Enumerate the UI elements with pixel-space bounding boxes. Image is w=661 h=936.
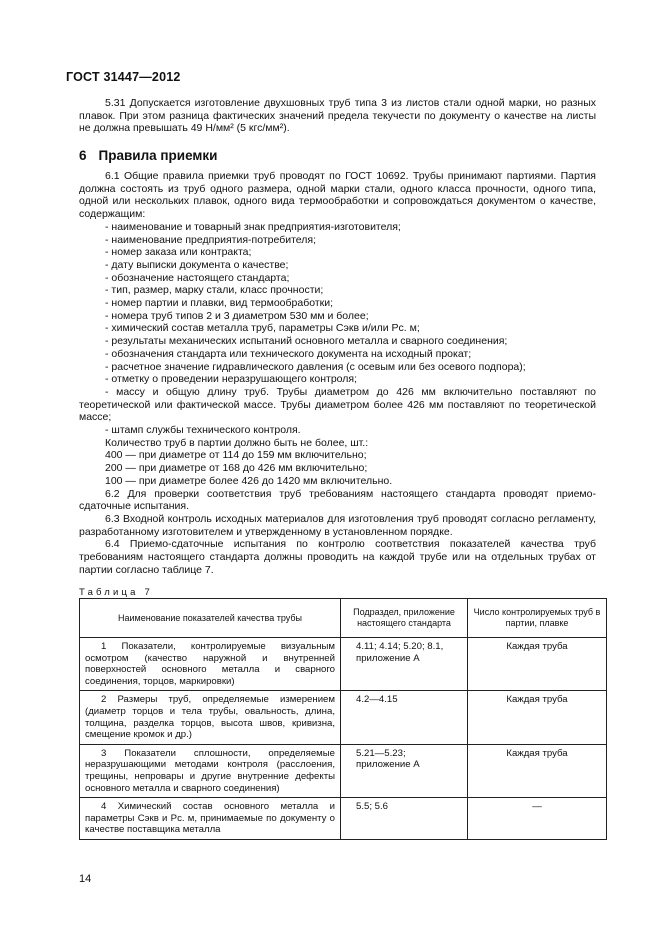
cell-text: 4 Химический состав основного металла и параметры Сэкв и Рс. м, принимаемые по документу о качестве поставщика металла	[85, 801, 335, 836]
table-cell-count: Каждая труба	[468, 744, 607, 797]
table-7-caption: Таблица 7	[79, 587, 153, 598]
table-cell-indicator	[80, 798, 341, 840]
list-item: - номер партии и плавки, вид термообработки;	[105, 297, 334, 310]
page-number: 14	[79, 873, 92, 885]
cell-text: 2 Размеры труб, определяемые измерением (диаметр торцов и тела трубы, овальность, длина, толщина, разделка торцов, высота швов, кривизна, смещение кромок и др.)	[85, 694, 335, 741]
list-item: - тип, размер, марку стали, класс прочности;	[105, 284, 324, 297]
table-cell-reference	[341, 638, 468, 691]
section-6-body	[79, 170, 596, 577]
section-6-title: Правила приемки	[98, 148, 218, 163]
table-header-row	[80, 599, 607, 638]
cell-text: 5.5; 5.6	[356, 801, 389, 813]
column-header-indicator: Наименование показателей качества трубы	[80, 599, 341, 638]
quality-document-list	[79, 221, 596, 437]
clause-6-4: 6.4 Приемо-сдаточные испытания по контролю соответствия показателей качества труб требованиям настоящего стандарта должны проводить на каждой трубе или на отдельных трубах от партии согласно таблице 7.	[79, 538, 596, 576]
cell-text: 3 Показатели сплошности, определяемые неразрушающими методами контроля (расслоения, трещины, непровары и другие внутренние дефекты основного металла и сварного соединения)	[85, 747, 335, 794]
quantity-intro: Количество труб в партии должно быть не более, шт.:	[105, 436, 369, 449]
quantity-line: 200 — при диаметре от 168 до 426 мм включительно;	[105, 462, 368, 475]
table-7	[79, 598, 607, 840]
quantity-line: 100 — при диаметре более 426 до 1420 мм включительно.	[105, 474, 393, 487]
table-row	[80, 638, 607, 691]
quantity-line: 400 — при диаметре от 114 до 159 мм включительно;	[105, 449, 367, 462]
list-item: - наименование предприятия-потребителя;	[105, 233, 316, 246]
list-item: - результаты механических испытаний основного металла и сварного соединения;	[105, 335, 508, 348]
cell-text: 4.2—4.15	[356, 694, 398, 706]
table-cell-indicator	[80, 691, 341, 744]
cell-text: 5.21—5.23; приложение А	[356, 747, 420, 771]
list-item-stamp: - штамп службы технического контроля.	[105, 424, 301, 437]
list-item: - наименование и товарный знак предприятия-изготовителя;	[105, 220, 401, 233]
table-cell-count: Каждая труба	[468, 691, 607, 744]
column-header-reference: Подраздел, приложение настоящего стандарта	[341, 599, 468, 638]
table-cell-reference	[341, 798, 468, 840]
list-item: - номера труб типов 2 и 3 диаметром 530 мм и более;	[105, 309, 369, 322]
clause-6-2: 6.2 Для проверки соответствия труб требованиям настоящего стандарта проводят приемо-сдаточные испытания.	[79, 487, 596, 513]
list-item: - расчетное значение гидравлического давления (с осевым или без осевого подпора);	[105, 360, 526, 373]
table-cell-count: —	[468, 798, 607, 840]
table-cell-indicator	[80, 638, 341, 691]
list-item: - обозначения стандарта или технического документа на исходный прокат;	[105, 347, 472, 360]
clause-5-31-text: 5.31 Допускается изготовление двухшовных труб типа 3 из листов стали одной марки, но разных плавок. При этом разница фактических значений предела текучести по документу о качестве на листы не должна превышать 49 Н/мм² (5 кгс/мм²).	[79, 97, 596, 135]
cell-text: 4.11; 4.14; 5.20; 8.1, приложение А	[356, 641, 444, 664]
table-row	[80, 744, 607, 797]
section-6-number: 6	[79, 148, 87, 163]
table-cell-count: Каждая труба	[468, 638, 607, 691]
column-header-count: Число контролируемых труб в партии, плавке	[468, 599, 607, 638]
table-cell-indicator	[80, 744, 341, 797]
list-item: - химический состав металла труб, параметры Сэкв и/или Рс. м;	[105, 322, 420, 335]
document-header-code: ГОСТ 31447—2012	[66, 70, 181, 84]
list-item: - номер заказа или контракта;	[105, 246, 252, 259]
list-item: - обозначение настоящего стандарта;	[105, 271, 290, 284]
table-cell-reference	[341, 744, 468, 797]
table-row	[80, 691, 607, 744]
table-row	[80, 798, 607, 840]
clause-5-31	[79, 97, 596, 135]
clause-6-3: 6.3 Входной контроль исходных материалов для изготовления труб проводят согласно регламенту, разработанному изготовителем и утвержденному в установленном порядке.	[79, 512, 596, 538]
cell-text: 1 Показатели, контролируемые визуальным осмотром (качество наружной и внутренней поверхностей основного металла и сварного соединения, торцов, маркировки)	[85, 641, 335, 687]
clause-6-1: 6.1 Общие правила приемки труб проводят по ГОСТ 10692. Трубы принимают партиями. Партия должна состоять из труб одного размера, одной марки стали, одного класса прочности, одного типа, одной или нескольких плавок, одного вида термообработки и сопровождаться документом о качестве, содержащим:	[79, 170, 596, 221]
list-item-mass: - массу и общую длину труб. Трубы диаметром до 426 мм включительно поставляют по теоретической или фактической массе. Трубы диаметром более 426 мм поставляют по теоретической массе;	[79, 385, 596, 424]
table-cell-reference	[341, 691, 468, 744]
list-item: - дату выписки документа о качестве;	[105, 258, 289, 271]
list-item: - отметку о проведении неразрушающего контроля;	[105, 373, 358, 386]
section-6-heading	[79, 148, 217, 163]
